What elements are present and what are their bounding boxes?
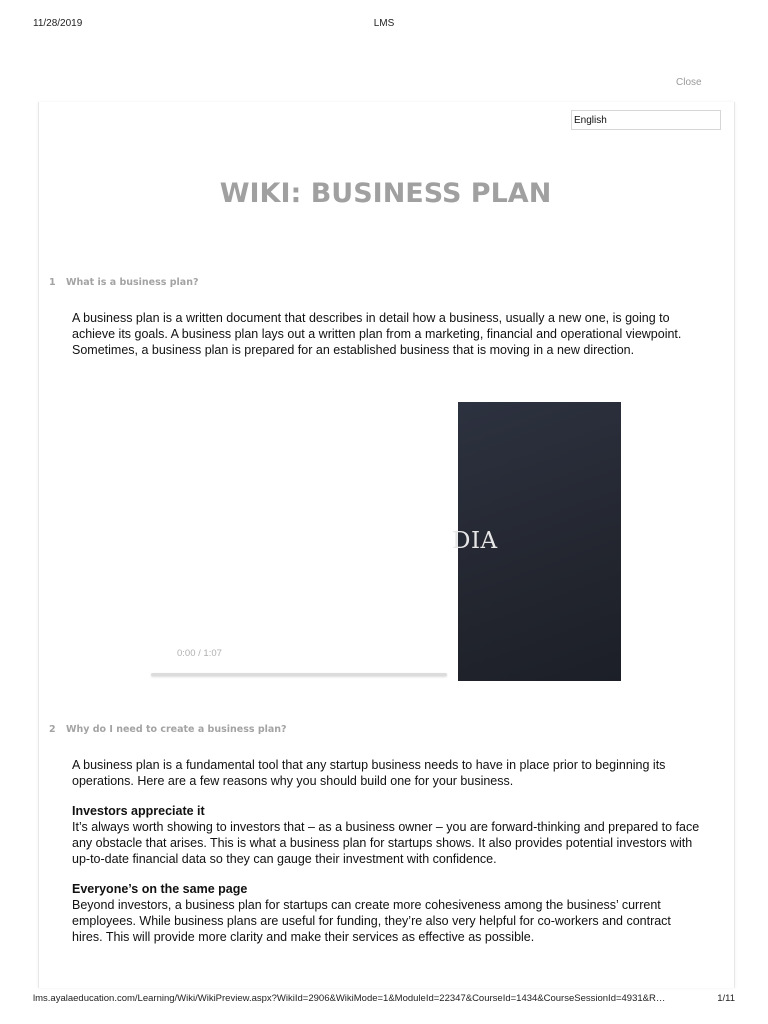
print-title: LMS — [373, 18, 395, 29]
subsection-text: Beyond investors, a business plan for startups can create more cohesiveness among the business’ current employees. While business plans are useful for funding, they’re also very helpful for co-workers and contract hires. This will provide more clarity and make their services as effective as possible. — [72, 898, 671, 944]
video-time: 0:00 / 1:07 — [177, 648, 222, 659]
print-footer — [0, 993, 768, 1007]
section-number: 1 — [49, 277, 56, 288]
section-title: Why do I need to create a business plan? — [66, 724, 287, 735]
language-select[interactable]: English — [571, 110, 721, 130]
section-paragraph: A business plan is a fundamental tool that any startup business needs to have in place prior to beginning its operations. Here are a few reasons why you should build one for your business. — [72, 758, 666, 788]
print-page-count: 1/11 — [717, 993, 735, 1004]
section-1-heading — [49, 277, 198, 288]
subsection-text: It’s always worth showing to investors that – as a business owner – you are forward-thinking and prepared to face any obstacle that arises. This is what a business plan for startups shows. It also provides potential investors with up-to-date financial data so they can gauge their investment with confidence. — [72, 820, 700, 866]
print-url: lms.ayalaeducation.com/Learning/Wiki/WikiPreview.aspx?WikiId=2906&WikiMode=1&ModuleId=22347&CourseId=1434&CourseSessionId=4931&R… — [33, 993, 666, 1004]
section-2-heading — [49, 724, 287, 735]
print-date: 11/28/2019 — [33, 18, 83, 29]
print-header — [0, 18, 768, 32]
section-number: 2 — [49, 724, 56, 735]
video-overlay-text: DIA — [452, 528, 498, 554]
subsection-title: Everyone’s on the same page — [72, 882, 248, 896]
section-title: What is a business plan? — [66, 277, 199, 288]
page-title: WIKI: BUSINESS PLAN — [219, 178, 552, 209]
video-player[interactable] — [452, 402, 621, 681]
video-progress-bar[interactable] — [151, 673, 447, 676]
section-paragraph: A business plan is a written document that describes in detail how a business, usually a new one, is going to achieve its goals. A business plan lays out a written plan from a marketing, financial and operational viewpoint. Sometimes, a business plan is prepared for an established business that is moving in a new direction. — [72, 311, 682, 357]
close-link[interactable]: Close — [676, 77, 702, 88]
subsection-title: Investors appreciate it — [72, 804, 205, 818]
section-2-body — [72, 757, 702, 945]
section-1-body — [72, 310, 702, 358]
